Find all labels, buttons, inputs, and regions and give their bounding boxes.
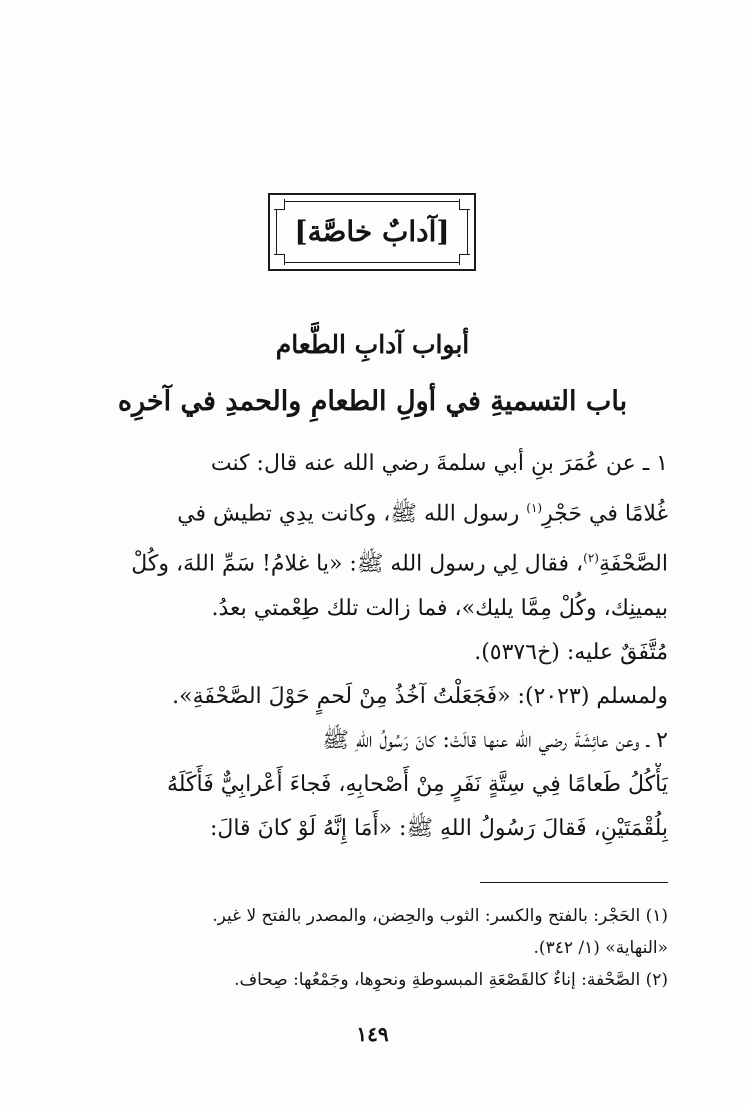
hadith1-line-2 — [78, 486, 668, 536]
frame-corner-ornament — [459, 199, 470, 210]
hadith1-line-2a: غُلامًا في حَجْرِ — [542, 501, 668, 527]
hadith1-citation: مُتَّفَقٌ عليه: (خ٥٣٧٦). — [474, 639, 668, 665]
hadith1-line-3 — [78, 536, 668, 586]
hadith1-line-2b: رسول الله ﷺ، وكانت يدِي تطيش في — [177, 501, 520, 527]
hadith1-line-1: ١ ـ عن عُمَرَ بنِ أبي سلمةَ رضي الله عنه قال: كنت — [210, 451, 668, 476]
frame-corner-ornament — [459, 254, 470, 265]
footnote-1-source: «النهاية» (١/ ٣٤٢). — [533, 938, 668, 958]
hadith1-line-3b: ، فقال لِي رسول الله ﷺ: «يا غلامُ! سَمِّ اللهَ، وكُلْ — [131, 551, 584, 577]
muslim-narration: ولمسلم (٢٠٢٣): «فَجَعَلْتُ آخُذُ مِنْ لَحمٍ حَوْلَ الصَّحْفَةِ». — [172, 683, 668, 709]
footnotes — [78, 900, 668, 996]
footnote-1: (١) الحَجْر: بالفتح والكسر: الثوب والحِضن، والمصدر بالفتح لا غير. — [212, 906, 668, 926]
hadith2-line-2: يَأْكُلُ طَعامًا فِي سِتَّةٍ نَفَرٍ مِنْ أَصْحابِهِ، فَجاءَ أَعْرابِيٌّ فَأَكَلَهُ — [166, 771, 668, 797]
bab-title: باب التسميةِ في أولِ الطعامِ والحمدِ في آخرِه — [117, 386, 628, 417]
main-text — [78, 442, 668, 851]
footnote-marker-1: (١) — [526, 501, 543, 515]
footnote-divider — [480, 882, 668, 883]
hadith2-line-3: بِلُقْمَتَيْنِ، فَقالَ رَسُولُ اللهِ ﷺ: «أَمَا إِنَّهُ لَوْ كانَ قالَ: — [209, 815, 668, 841]
page-number: ١٤٩ — [356, 1022, 389, 1046]
hadith1-line-4: بيمينِك، وكُلْ مِمَّا يليك»، فما زالت تلك طِعْمتي بعدُ. — [211, 595, 668, 621]
frame-corner-ornament — [274, 199, 285, 210]
footnote-2: (٢) الصَّحْفة: إناءٌ كالقَصْعَةِ المبسوطةِ ونحوِها، وجَمْعُها: صِحاف. — [234, 970, 668, 990]
section-title-frame — [268, 193, 476, 271]
hadith2-line-1: ٢ ـ وعن عائِشَةَ رضي الله عنها قالَتْ: كانَ رَسُولُ اللهِ ﷺ — [322, 727, 668, 753]
chapter-title: أبواب آدابِ الطَّعام — [275, 330, 470, 359]
frame-corner-ornament — [274, 254, 285, 265]
hadith1-line-3a: الصَّحْفَةِ — [598, 551, 668, 577]
section-title: [آدابٌ خاصَّة] — [294, 215, 450, 248]
footnote-marker-2: (٢) — [583, 551, 599, 566]
